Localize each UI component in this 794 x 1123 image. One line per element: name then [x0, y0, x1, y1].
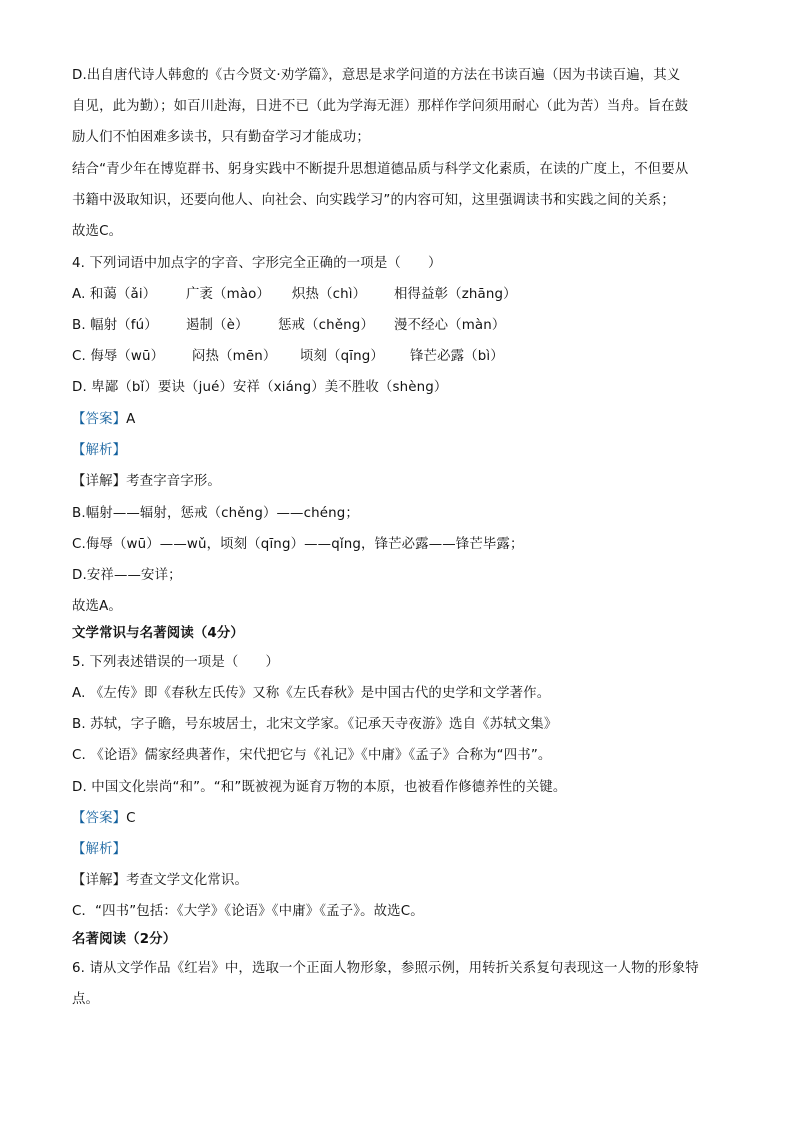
q3-option-d-line3: 励人们不怕困难多读书，只有勤奋学习才能成功；: [72, 130, 370, 145]
answer-value: A: [126, 412, 136, 427]
q3-summary-line1: 结合“青少年在博览群书、躬身实践中不断提升思想道德品质与科学文化素质，在读的广度上，不但要从: [72, 162, 689, 177]
q4-option-a: [72, 285, 517, 305]
q3-option-d-line1: D.出自唐代诗人韩愈的《古今贤文·劝学篇》，意思是求学问道的方法在书读百遍（因为书读百遍，其义: [72, 68, 681, 83]
answer-label: 【答案】: [72, 811, 127, 826]
q5-option-a: A. 《左传》即《春秋左氏传》又称《左氏春秋》是中国古代的史学和文学著作。: [72, 686, 551, 701]
q4-answer: [72, 410, 135, 430]
q4-stem: 4. 下列词语中加点字的字音、字形完全正确的一项是（ ）: [72, 256, 442, 271]
q4-option-c: [72, 347, 504, 367]
q3-summary-line2: 书籍中汲取知识，还要向他人、向社会、向实践学习”的内容可知，这里强调读书和实践之间的关系；: [72, 193, 675, 208]
detail-label: 【详解】: [72, 873, 127, 888]
q4-option-d: D. 卑鄙（bǐ）要诀（jué）安祥（xiáng）美不胜收（shèng）: [72, 380, 448, 395]
detail-text: 考查文学文化常识。: [126, 873, 249, 888]
q4-option-a-1: A. 和蔼（ǎi）: [72, 287, 157, 302]
q5-answer: [72, 809, 136, 829]
answer-label: 【答案】: [72, 412, 127, 427]
q4-option-b: [72, 316, 505, 336]
q5-explain: C．“四书”包括：《大学》《论语》《中庸》《孟子》。故选C。: [72, 904, 424, 919]
q4-option-a-2: 广袤（mào）: [186, 287, 271, 302]
q4-option-b-3: 惩戒（chěng）: [278, 318, 374, 333]
q5-detail: [72, 871, 248, 891]
q4-option-c-4: 锋芒必露（bì）: [410, 349, 504, 364]
q5-option-d: D. 中国文化崇尚“和”。“和”既被视为诞育万物的本原，也被看作修德养性的关键。: [72, 780, 567, 795]
q4-option-b-1: B. 幅射（fú）: [72, 318, 158, 333]
section-heading-literature: 文学常识与名著阅读（4分）: [72, 626, 244, 641]
q4-option-b-2: 遏制（è）: [186, 318, 249, 333]
section-heading-classics: 名著阅读（2分）: [72, 932, 177, 947]
q4-option-a-4: 相得益彰（zhāng）: [394, 287, 517, 302]
q5-option-b: B. 苏轼，字子瞻，号东坡居士，北宋文学家。《记承天寺夜游》选自《苏轼文集》: [72, 717, 558, 732]
detail-text: 考查字音字形。: [126, 474, 221, 489]
q4-option-c-2: 闷热（mēn）: [192, 349, 277, 364]
q3-conclusion: 故选C。: [72, 224, 123, 239]
q4-option-c-3: 顷刻（qīng）: [300, 349, 384, 364]
q4-analysis-label: 【解析】: [72, 443, 127, 458]
q4-detail: [72, 472, 221, 492]
q6-stem-line2: 点。: [72, 992, 100, 1007]
q6-stem-line1: 6. 请从文学作品《红岩》中，选取一个正面人物形象，参照示例，用转折关系复句表现这一人物的形象特: [72, 961, 699, 976]
q4-fix-d: D.安祥——安详；: [72, 568, 182, 583]
q4-option-a-3: 炽热（chì）: [292, 287, 367, 302]
q4-fix-c: C.侮辱（wū）——wǔ，顷刻（qīng）——qǐng，锋芒必露——锋芒毕露；: [72, 537, 524, 552]
q5-stem: 5. 下列表述错误的一项是（ ）: [72, 655, 280, 670]
q4-fix-b: B.幅射——辐射，惩戒（chěng）——chéng；: [72, 506, 359, 521]
q4-conclusion: 故选A。: [72, 599, 122, 614]
answer-value: C: [126, 811, 136, 826]
detail-label: 【详解】: [72, 474, 127, 489]
q5-option-c: C. 《论语》儒家经典著作，宋代把它与《礼记》《中庸》《孟子》合称为“四书”。: [72, 748, 552, 763]
q4-option-b-4: 漫不经心（màn）: [394, 318, 506, 333]
q4-option-c-1: C. 侮辱（wū）: [72, 349, 165, 364]
q5-analysis-label: 【解析】: [72, 842, 127, 857]
q3-option-d-line2: 自见，此为勤）；如百川赴海，日进不已（此为学海无涯）那样作学问须用耐心（此为苦）当舟。旨在鼓: [72, 99, 689, 114]
